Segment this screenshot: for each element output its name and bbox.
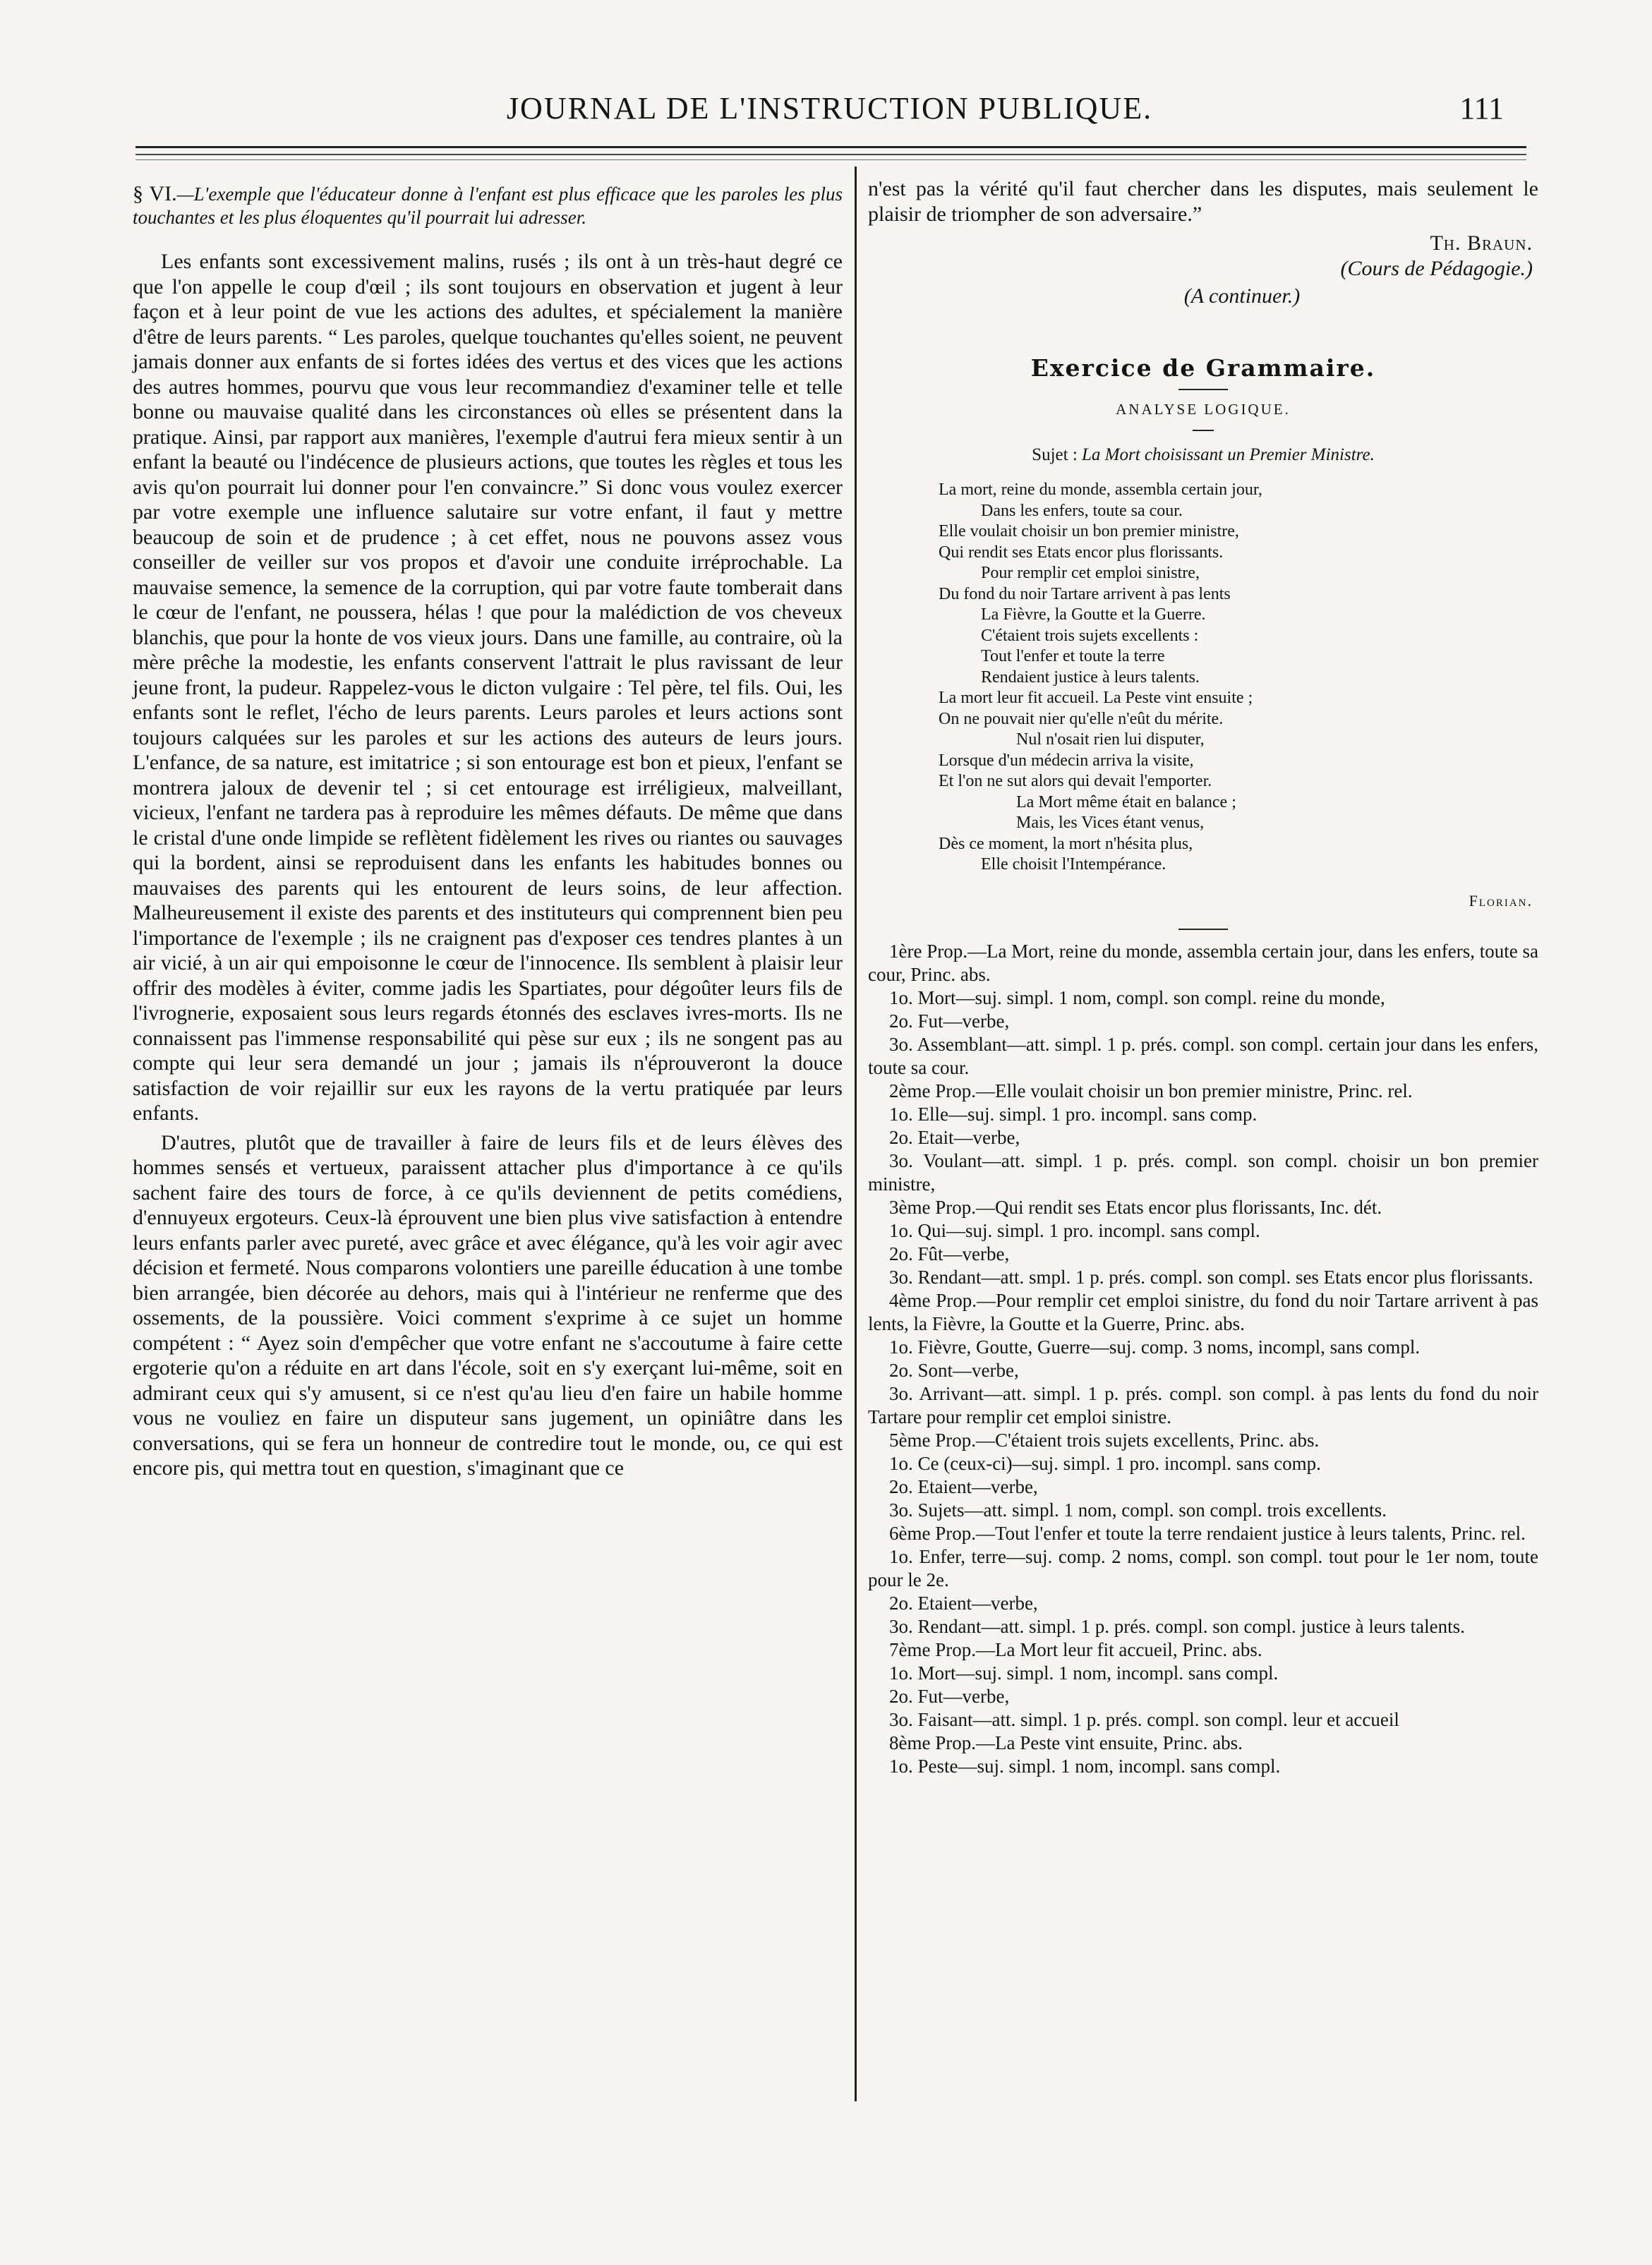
poem-line: Nul n'osait rien lui disputer, [1016,730,1205,749]
poem-line: La mort leur fit accueil. La Peste vint ensuite ; [939,689,1253,707]
short-divider [1178,929,1228,930]
column-divider [855,167,857,2101]
poem-line: Tout l'enfer et toute la terre [981,647,1165,665]
poem-line: Mais, les Vices étant venus, [1016,814,1205,832]
article-paragraph-continued: n'est pas la vérité qu'il faut chercher dans les disputes, mais seulement le plaisir de triompher de son adversaire.” [868,177,1538,226]
subject-label: Sujet : [1032,445,1078,464]
analysis-line: 3o. Faisant—att. simpl. 1 p. prés. compl. son compl. leur et accueil [889,1709,1399,1730]
analysis-line: 2o. Fut—verbe, [889,1686,1010,1707]
analysis-line: 2ème Prop.—Elle voulait choisir un bon premier ministre, Princ. rel. [889,1080,1413,1101]
analysis-line: 8ème Prop.—La Peste vint ensuite, Princ. abs. [889,1732,1243,1753]
analysis-line: 2o. Fut—verbe, [889,1010,1010,1032]
exercise-subtitle: ANALYSE LOGIQUE. [1116,401,1291,418]
poem-line: La Mort même était en balance ; [1016,792,1236,811]
poem-line: La Fièvre, la Goutte et la Guerre. [981,605,1206,624]
exercise-title: Exercice de Grammaire. [1030,354,1376,382]
poem-line: Du fond du noir Tartare arrivent à pas lents [939,584,1231,603]
analysis-line: 3o. Rendant—att. simpl. 1 p. prés. compl. son compl. justice à leurs talents. [889,1616,1465,1637]
article-author: Th. Braun. [1430,231,1533,255]
poem-line: Pour remplir cet emploi sinistre, [981,564,1200,582]
analysis-line: 3o. Arrivant—att. simpl. 1 p. prés. compl. son compl. à pas lents du fond du noir Tartare pour remplir cet emploi sinistre. [868,1383,1538,1427]
logical-analysis [868,940,1538,1778]
analysis-line: 1o. Ce (ceux-ci)—suj. simpl. 1 pro. incompl. sans comp. [889,1453,1321,1474]
analysis-line: 3o. Rendant—att. smpl. 1 p. prés. compl. son compl. ses Etats encor plus florissants. [889,1267,1533,1288]
header-rule [135,146,1526,148]
page-header [134,90,1525,140]
poem-line: Dans les enfers, toute sa cour. [981,501,1183,520]
exercise-subject [868,442,1538,468]
header-rule-thin [135,159,1526,160]
analysis-line: 3o. Assemblant—att. simpl. 1 p. prés. compl. son compl. certain jour dans les enfers, toute sa cour. [868,1034,1538,1078]
poem-line: Lorsque d'un médecin arriva la visite, [939,751,1194,770]
analysis-line: 1o. Peste—suj. simpl. 1 nom, incompl. sans compl. [889,1756,1281,1777]
short-divider [1193,430,1214,431]
analysis-line: 3o. Voulant—att. simpl. 1 p. prés. compl. son compl. choisir un bon premier ministre, [868,1150,1538,1195]
subject-text: La Mort choisissant un Premier Ministre. [1082,445,1375,464]
poem-line: Elle voulait choisir un bon premier ministre, [939,522,1239,540]
left-column [133,176,843,1485]
poem-line: Qui rendit ses Etats encor plus florissants. [939,543,1224,562]
article-paragraph: Les enfants sont excessivement malins, rusés ; ils ont à un très-haut degré ce que l'on appelle le coup d'œil ; ils sont toujours en observation et jugent à leur façon et à leur point de vue les actions des adultes, et spécialement la manière d'être de leurs parents. “ Les paroles, quelque touchantes qu'elles soient, ne peuvent jamais donner aux enfants de si fortes idées des vertus et des vices que les actions des autres hommes, pourvu que vous leur recommandiez d'examiner telle et telle bonne ou mauvaise qualité dans les circonstances où elles se présentent dans la pratique. Ainsi, par rapport aux manières, l'exemple d'autrui fera mieux sentir à un enfant la beauté ou l'indécence de plusieurs actions, que toutes les règles et tous les avis qu'on pourrait lui donner pour l'en convaincre.” Si donc vous voulez exercer par votre exemple une influence salutaire sur votre enfant, il faut y mettre beaucoup de soin et de prudence ; à cet effet, nous ne pouvons assez vous conseiller de veiller sur vos propos et d'avoir une conduite irréprochable. La mauvaise semence, la semence de la corruption, qui par votre faute tomberait dans le cœur de l'enfant, ne poussera, hélas ! que pour la malédiction de vos cheveux blanchis, que pour la honte de vos vieux jours. Dans une famille, au contraire, où la mère prêche la modestie, les enfants conservent l'attrait le plus ravissant de leur jeune front, la pudeur. Rappelez-vous le dicton vulgaire : Tel père, tel fils. Oui, les enfants sont le reflet, l'écho de leurs parents. Leurs paroles et leurs actions sont toujours calquées sur les paroles et sur les actions des auteurs de leurs jours. L'enfance, de sa nature, est imitatrice ; si son entourage est bon et pieux, l'enfant se montrera jaloux de devenir tel ; si cet entourage est irréligieux, malveillant, vicieux, l'enfant ne tardera pas à reproduire les mêmes défauts. De même que dans le cristal d'une onde limpide se reflètent fidèlement les rives ou riantes ou sauvages qui la bordent, ainsi se reproduisent dans les enfants les habitudes bonnes ou mauvaises des parents qui les entourent de leurs soins, de leur affection. Malheureusement il existe des parents et des instituteurs qui comprennent bien peu l'importance de l'exemple ; ils ne craignent pas d'exposer ces tendres plantes à un air vicié, à un air qui empoisonne le cœur de l'innocence. Ils semblent à plaisir leur offrir des modèles à éviter, comme jadis les Spartiates, pour dégoûter leurs fils de l'ivrognerie, exposaient sous leurs regards étonnés des esclaves ivres-morts. Ils ne connaissent pas l'immense responsabilité qui pèse sur eux ; ils ne songent pas au compte qui leur sera demandé un jour ; jamais ils n'éprouveront la douce satisfaction de voir rejaillir sur eux les rayons de la vertu pratiquée par leurs enfants. [133,250,843,1125]
analysis-line: 7ème Prop.—La Mort leur fit accueil, Princ. abs. [889,1639,1262,1660]
poem-line: Et l'on ne sut alors qui devait l'emporter. [939,772,1212,790]
article-paragraph: D'autres, plutôt que de travailler à faire de leurs fils et de leurs élèves des hommes sensés et vertueux, paraissent attacher plus d'importance à ce qu'ils sachent faire des tours de force, à ce qu'ils deviennent de petits comédiens, d'ennuyeux ergoteurs. Ceux-là éprouvent une bien plus vive satisfaction à entendre leurs enfants parler avec pureté, avec grâce et avec élégance, qu'à les voir agir avec décision et fermeté. Nous comparons volontiers une pareille éducation à une tombe bien arrangée, bien décorée au dehors, mais qui à l'intérieur ne renferme que des ossements, de la poussière. Voici comment s'exprime à ce sujet un homme compétent : “ Ayez soin d'empêcher que votre enfant ne s'accoutume à faire cette ergoterie qu'on a réduite en art dans l'école, soit en s'y exerçant lui-même, soit en admirant ceux qui s'y amusent, si ce n'est qu'au lieu d'en faire un habile homme vous ne vouliez en faire un disputeur sans jugement, un opiniâtre dans les conversations, qui se fera un honneur de contredire tout le monde, ou, ce qui est encore pis, qui mettra tout en question, s'imaginant que ce [133,1130,843,1480]
analysis-line: 6ème Prop.—Tout l'enfer et toute la terre rendaient justice à leurs talents, Princ. rel. [889,1523,1526,1544]
poem-line: Elle choisit l'Intempérance. [981,855,1166,874]
section-heading-text: —L'exemple que l'éducateur donne à l'enfant est plus efficace que les paroles les plus touchantes et les plus éloquentes qu'il pourrait lui adresser. [133,183,843,228]
poem-line: C'étaient trois sujets excellents : [981,626,1199,645]
analysis-line: 1o. Enfer, terre—suj. comp. 2 noms, compl. son compl. tout pour le 1er nom, toute pour le 2e. [868,1546,1538,1590]
section-number: § VI. [133,182,177,205]
poem-line: La mort, reine du monde, assembla certain jour, [939,481,1262,499]
analysis-line: 1o. Fièvre, Goutte, Guerre—suj. comp. 3 noms, incompl, sans compl. [889,1336,1421,1358]
to-continue-note: (A continuer.) [1183,284,1301,308]
analysis-line: 2o. Etait—verbe, [889,1127,1020,1148]
analysis-line: 1o. Mort—suj. simpl. 1 nom, incompl. sans compl. [889,1662,1279,1684]
poem [939,480,1538,876]
short-divider [1178,389,1228,390]
analysis-line: 1o. Qui—suj. simpl. 1 pro. incompl. sans compl. [889,1220,1260,1241]
analysis-line: 2o. Sont—verbe, [889,1360,1019,1381]
analysis-line: 1o. Mort—suj. simpl. 1 nom, compl. son compl. reine du monde, [889,987,1385,1008]
analysis-line: 3ème Prop.—Qui rendit ses Etats encor plus florissants, Inc. dét. [889,1197,1382,1218]
poem-line: Rendaient justice à leurs talents. [981,668,1200,687]
analysis-line: 2o. Etaient—verbe, [889,1593,1038,1614]
analysis-line: 2o. Etaient—verbe, [889,1476,1038,1497]
section-heading [133,182,843,229]
analysis-line: 1ère Prop.—La Mort, reine du monde, assembla certain jour, dans les enfers, toute sa cour, Princ. abs. [868,941,1538,985]
article-source: (Cours de Pédagogie.) [1340,256,1533,280]
poem-author: Florian. [1469,891,1533,910]
page-number: 111 [1459,91,1504,126]
poem-line: Dès ce moment, la mort n'hésita plus, [939,834,1193,853]
poem-line: On ne pouvait nier qu'elle n'eût du mérite. [939,709,1224,728]
analysis-line: 5ème Prop.—C'étaient trois sujets excellents, Princ. abs. [889,1430,1320,1451]
right-column [868,176,1538,1778]
analysis-line: 3o. Sujets—att. simpl. 1 nom, compl. son compl. trois excellents. [889,1499,1387,1521]
analysis-line: 1o. Elle—suj. simpl. 1 pro. incompl. sans comp. [889,1104,1258,1125]
analysis-line: 2o. Fût—verbe, [889,1243,1010,1264]
analysis-line: 4ème Prop.—Pour remplir cet emploi sinistre, du fond du noir Tartare arrivent à pas lents, la Fièvre, la Goutte et la Guerre, Princ. abs. [868,1290,1538,1334]
header-rule-double [135,154,1526,155]
journal-title: JOURNAL DE L'INSTRUCTION PUBLIQUE. [506,91,1153,126]
